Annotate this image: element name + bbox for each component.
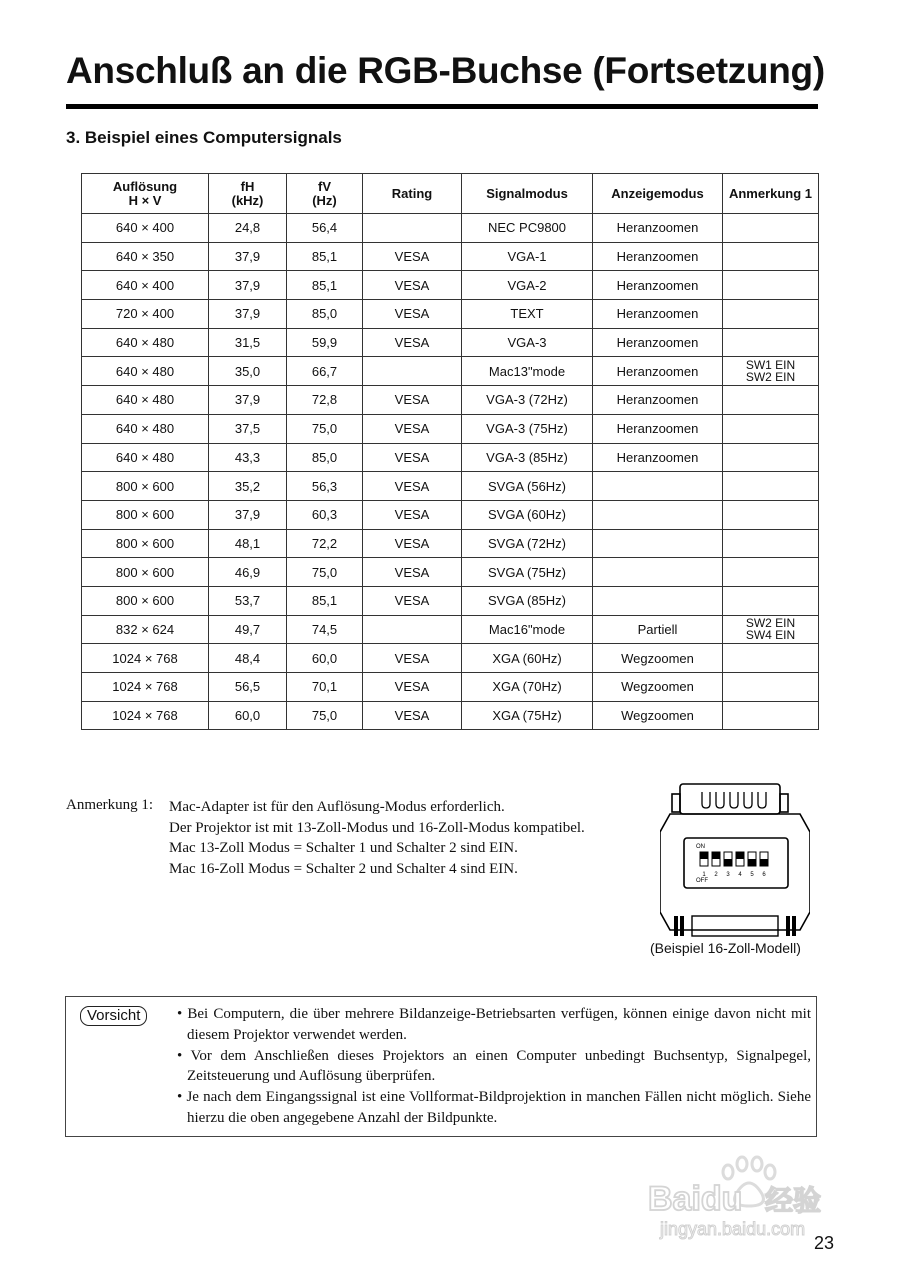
column-header	[287, 174, 363, 214]
section-heading: 3. Beispiel eines Computersignals	[66, 128, 342, 147]
page-number: 23	[814, 1233, 835, 1253]
table-cell: 56,4	[287, 214, 363, 243]
table-cell: 37,5	[209, 414, 287, 443]
caution-label: Vorsicht	[80, 1006, 147, 1026]
table-cell: Heranzoomen	[593, 414, 723, 443]
table-cell: 640 × 480	[82, 443, 209, 472]
table-cell: 46,9	[209, 558, 287, 587]
column-header	[462, 174, 593, 214]
table-cell: 37,9	[209, 500, 287, 529]
table-cell: 48,1	[209, 529, 287, 558]
table-cell	[723, 214, 819, 243]
column-header-text: (kHz)	[231, 192, 264, 208]
table-cell: VESA	[363, 586, 462, 615]
table-cell: 74,5	[287, 615, 363, 644]
table-cell: 85,0	[287, 300, 363, 329]
caution-item: • Bei Computern, die über mehrere Bildanzeige-Betriebsarten verfügen, können einige davon nicht mit diesem Projektor verwendet werden.	[177, 1006, 811, 1043]
table-cell: VESA	[363, 443, 462, 472]
table-row	[82, 414, 819, 443]
table-cell: SVGA (72Hz)	[462, 529, 593, 558]
table-row	[82, 615, 819, 644]
table-row	[82, 673, 819, 702]
table-cell: 60,0	[209, 701, 287, 730]
table-cell: 800 × 600	[82, 500, 209, 529]
adapter-top-tab-left	[672, 794, 680, 812]
caution-item: • Vor dem Anschließen dieses Projektors an einen Computer unbedingt Buchsentyp, Signalpegel, Zeitsteuerung und Auflösung überprüfen.	[177, 1047, 811, 1084]
table-cell: VGA-2	[462, 271, 593, 300]
table-cell: 832 × 624	[82, 615, 209, 644]
table-cell: XGA (70Hz)	[462, 673, 593, 702]
table-cell: SVGA (60Hz)	[462, 500, 593, 529]
adapter-top-tab-right	[780, 794, 788, 812]
table-cell: 72,8	[287, 386, 363, 415]
table-cell: VGA-3 (75Hz)	[462, 414, 593, 443]
table-cell: 1024 × 768	[82, 673, 209, 702]
table-cell: XGA (60Hz)	[462, 644, 593, 673]
table-row	[82, 443, 819, 472]
table-cell: 640 × 350	[82, 242, 209, 271]
page-title: Anschluß an die RGB-Buchse (Fortsetzung)	[66, 50, 825, 91]
table-cell: 49,7	[209, 615, 287, 644]
table-cell: SW1 EIN SW2 EIN	[723, 357, 819, 386]
column-header	[82, 174, 209, 214]
adapter-bottom-plug	[692, 916, 778, 936]
table-row	[82, 357, 819, 386]
watermark-url: jingyan.baidu.com	[660, 1219, 806, 1239]
anmerkung-line: Der Projektor ist mit 13-Zoll-Modus und 16-Zoll-Modus kompatibel.	[169, 819, 585, 836]
table-cell: 66,7	[287, 357, 363, 386]
table-cell	[723, 701, 819, 730]
table-cell: 640 × 480	[82, 328, 209, 357]
table-cell: 31,5	[209, 328, 287, 357]
table-cell: 800 × 600	[82, 586, 209, 615]
table-cell: 60,0	[287, 644, 363, 673]
dip-switch-numbers	[702, 872, 766, 878]
table-body	[82, 214, 819, 730]
table-cell: SVGA (75Hz)	[462, 558, 593, 587]
table-cell: Heranzoomen	[593, 357, 723, 386]
column-header-text: Anmerkung 1	[728, 185, 813, 201]
table-cell: VESA	[363, 271, 462, 300]
table-cell: Mac16"mode	[462, 615, 593, 644]
table-cell	[363, 214, 462, 243]
table-cell	[363, 357, 462, 386]
anmerkung-line: Mac 13-Zoll Modus = Schalter 1 und Schalter 2 sind EIN.	[169, 840, 518, 857]
table-cell: Heranzoomen	[593, 386, 723, 415]
table-cell: 72,2	[287, 529, 363, 558]
dip-switches	[700, 852, 768, 866]
table-cell: VGA-1	[462, 242, 593, 271]
table-cell: Heranzoomen	[593, 328, 723, 357]
table-cell: VESA	[363, 328, 462, 357]
table-cell	[593, 529, 723, 558]
table-cell: 24,8	[209, 214, 287, 243]
adapter-caption: (Beispiel 16-Zoll-Modell)	[650, 940, 801, 956]
table-row	[82, 644, 819, 673]
table-row	[82, 271, 819, 300]
table-cell: 85,1	[287, 242, 363, 271]
dip-number: 6	[762, 872, 766, 878]
table-cell: Wegzoomen	[593, 673, 723, 702]
table-row	[82, 701, 819, 730]
dip-number: 2	[714, 872, 718, 878]
table-cell: Wegzoomen	[593, 644, 723, 673]
table-cell: 37,9	[209, 386, 287, 415]
table-cell: SW2 EIN SW4 EIN	[723, 615, 819, 644]
anmerkung-line: Mac 16-Zoll Modus = Schalter 2 und Schalter 4 sind EIN.	[169, 861, 518, 878]
table-cell: 35,2	[209, 472, 287, 501]
dip-number: 1	[702, 872, 706, 878]
table-cell: XGA (75Hz)	[462, 701, 593, 730]
adapter-pins	[702, 792, 766, 808]
table-row	[82, 500, 819, 529]
table-header-row	[82, 174, 819, 214]
baidu-watermark	[640, 1150, 850, 1245]
table-cell	[723, 300, 819, 329]
table-cell: VESA	[363, 242, 462, 271]
table-cell: 800 × 600	[82, 529, 209, 558]
table-cell: Heranzoomen	[593, 443, 723, 472]
table-row	[82, 300, 819, 329]
caution-item: • Je nach dem Eingangssignal ist eine Vollformat-Bildprojektion in manchen Fällen nicht möglich. Siehe hierzu die oben angegebene Anzahl der Bildpunkte.	[177, 1089, 811, 1126]
table-cell: VGA-3 (72Hz)	[462, 386, 593, 415]
table-cell: 53,7	[209, 586, 287, 615]
dip-switch-lever	[724, 859, 732, 866]
table-cell: Heranzoomen	[593, 300, 723, 329]
table-cell: VESA	[363, 673, 462, 702]
table-cell: 43,3	[209, 443, 287, 472]
table-cell: VESA	[363, 558, 462, 587]
table-cell: 720 × 400	[82, 300, 209, 329]
table-cell: 48,4	[209, 644, 287, 673]
dip-number: 4	[738, 872, 742, 878]
table-cell	[723, 644, 819, 673]
dip-switch-lever	[736, 852, 744, 859]
table-cell	[593, 500, 723, 529]
dip-number: 5	[750, 872, 754, 878]
table-cell: SVGA (56Hz)	[462, 472, 593, 501]
table-cell: 56,3	[287, 472, 363, 501]
column-header	[723, 174, 819, 214]
dip-switch-lever	[712, 852, 720, 859]
table-cell: VESA	[363, 414, 462, 443]
table-cell	[593, 586, 723, 615]
table-cell: VGA-3	[462, 328, 593, 357]
column-header-text: Anzeigemodus	[611, 185, 704, 201]
table-cell: Heranzoomen	[593, 242, 723, 271]
table-row	[82, 558, 819, 587]
table-cell: 640 × 480	[82, 386, 209, 415]
caution-list	[177, 1004, 811, 1129]
watermark-brand-cn: 经验	[765, 1184, 822, 1217]
table-cell: 1024 × 768	[82, 644, 209, 673]
table-row	[82, 472, 819, 501]
table-cell: 35,0	[209, 357, 287, 386]
table-cell: 37,9	[209, 271, 287, 300]
table-cell: SVGA (85Hz)	[462, 586, 593, 615]
table-cell	[723, 586, 819, 615]
table-cell	[723, 529, 819, 558]
column-header	[593, 174, 723, 214]
table-cell: 1024 × 768	[82, 701, 209, 730]
column-header-text: fV	[318, 178, 331, 194]
table-cell: 56,5	[209, 673, 287, 702]
table-cell: 640 × 480	[82, 357, 209, 386]
table-cell: VESA	[363, 701, 462, 730]
column-header	[209, 174, 287, 214]
caution-box	[65, 996, 817, 1137]
table-cell: 640 × 480	[82, 414, 209, 443]
table-cell: 800 × 600	[82, 558, 209, 587]
table-cell: 75,0	[287, 701, 363, 730]
table-cell: VGA-3 (85Hz)	[462, 443, 593, 472]
table-cell: 640 × 400	[82, 214, 209, 243]
title-rule	[66, 104, 818, 109]
table-cell: 85,0	[287, 443, 363, 472]
table-cell: VESA	[363, 500, 462, 529]
table-cell: Heranzoomen	[593, 271, 723, 300]
table-cell	[723, 328, 819, 357]
dip-on-label: ON	[696, 844, 705, 850]
table-cell	[723, 443, 819, 472]
table-cell: NEC PC9800	[462, 214, 593, 243]
watermark-brand: Baidu	[648, 1180, 743, 1218]
table-cell: VESA	[363, 386, 462, 415]
signal-table	[81, 173, 819, 730]
table-cell	[723, 673, 819, 702]
anmerkung-label: Anmerkung 1:	[66, 797, 154, 813]
table-cell: 59,9	[287, 328, 363, 357]
column-header-text: Rating	[391, 185, 433, 201]
table-cell: Heranzoomen	[593, 214, 723, 243]
table-cell: VESA	[363, 529, 462, 558]
table-cell	[723, 386, 819, 415]
column-header-text: Signalmodus	[486, 185, 568, 201]
anmerkung-text	[169, 797, 585, 880]
table-cell: TEXT	[462, 300, 593, 329]
table-row	[82, 328, 819, 357]
column-header	[363, 174, 462, 214]
column-header-text: (Hz)	[312, 192, 337, 208]
table-cell: VESA	[363, 300, 462, 329]
table-cell: Partiell	[593, 615, 723, 644]
table-cell: 800 × 600	[82, 472, 209, 501]
table-cell: VESA	[363, 644, 462, 673]
table-cell: 75,0	[287, 558, 363, 587]
table-row	[82, 586, 819, 615]
table-cell	[723, 472, 819, 501]
dip-switch-lever	[748, 859, 756, 866]
anmerkung-line: Mac-Adapter ist für den Auflösung-Modus erforderlich.	[169, 799, 505, 815]
mac-adapter-illustration	[660, 780, 810, 940]
column-header-text: H × V	[128, 192, 162, 208]
table-cell	[723, 500, 819, 529]
table-cell: 70,1	[287, 673, 363, 702]
dip-off-label: OFF	[696, 878, 708, 884]
table-cell	[593, 472, 723, 501]
table-row	[82, 386, 819, 415]
table-cell: Mac13"mode	[462, 357, 593, 386]
column-header-text: fH	[240, 178, 255, 194]
table-cell	[723, 414, 819, 443]
table-row	[82, 242, 819, 271]
table-cell: VESA	[363, 472, 462, 501]
table-cell: 85,1	[287, 586, 363, 615]
table-cell	[723, 242, 819, 271]
table-cell	[593, 558, 723, 587]
table-cell	[723, 271, 819, 300]
table-cell: Wegzoomen	[593, 701, 723, 730]
dip-number: 3	[726, 872, 730, 878]
table-cell: 37,9	[209, 300, 287, 329]
table-cell: 60,3	[287, 500, 363, 529]
table-cell: 85,1	[287, 271, 363, 300]
table-row	[82, 529, 819, 558]
column-header-text: Auflösung	[112, 178, 178, 194]
dip-switch-lever	[760, 859, 768, 866]
table-row	[82, 214, 819, 243]
dip-switch-lever	[700, 852, 708, 859]
table-cell: 37,9	[209, 242, 287, 271]
table-cell: 640 × 400	[82, 271, 209, 300]
table-cell	[363, 615, 462, 644]
table-cell	[723, 558, 819, 587]
table-cell: 75,0	[287, 414, 363, 443]
